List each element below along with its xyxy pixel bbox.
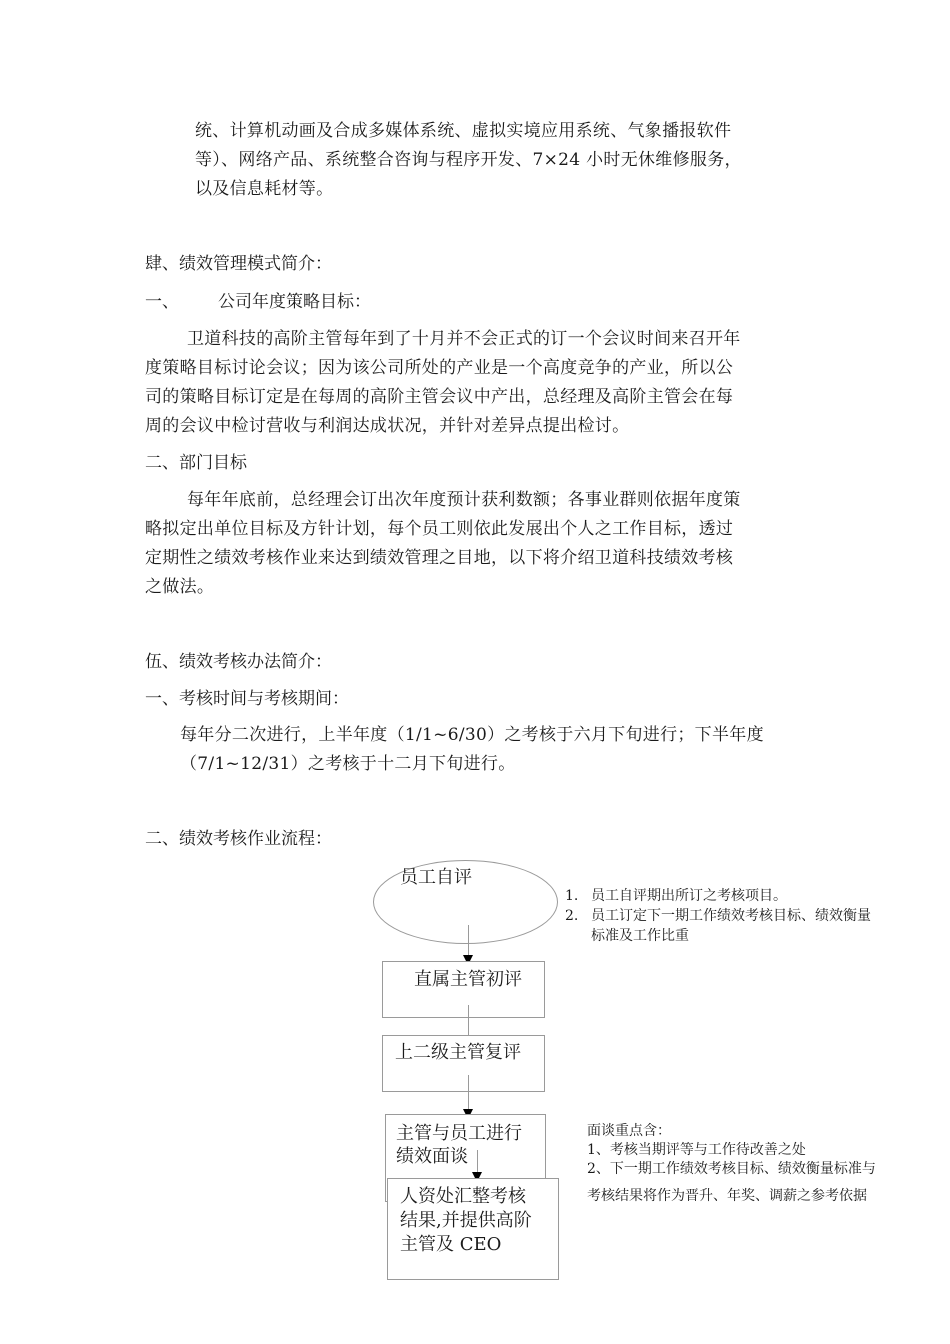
self-evaluation-note-2: [565, 906, 871, 926]
interview-notes-title: 面谈重点含：: [587, 1123, 671, 1139]
flow-step-self-evaluation-label: 员工自评: [400, 867, 472, 888]
intro-line-3: 以及信息耗材等。: [195, 179, 334, 199]
flow-step-hr-summary-label-3: 主管及 CEO: [400, 1234, 502, 1255]
section4-title: 肆、绩效管理模式简介：: [145, 254, 332, 274]
flow-step-hr-summary-label-1: 人资处汇整考核: [400, 1186, 526, 1207]
strategy-paragraph-line-4: 周的会议中检讨营收与利润达成状况，并针对差异点提出检讨。: [145, 416, 630, 436]
interview-notes-line-3: 考核结果将作为晋升、年奖、调薪之参考依据: [587, 1188, 867, 1204]
note-number: 1.: [565, 888, 579, 904]
interview-notes-line-2: 2、下一期工作绩效考核目标、绩效衡量标准与: [587, 1161, 876, 1177]
section4-sub2-title: 二、部门目标: [145, 453, 247, 473]
section5-sub2-title: 二、绩效考核作业流程：: [145, 829, 332, 849]
department-paragraph-line-4: 之做法。: [145, 577, 215, 597]
flow-step-second-level-review-label: 上二级主管复评: [395, 1042, 521, 1063]
self-evaluation-note-2-continued: 标准及工作比重: [591, 928, 689, 944]
intro-line-2: 等）、网络产品、系统整合咨询与程序开发、7×24 小时无休维修服务，: [195, 150, 742, 170]
intro-line-1: 统、计算机动画及合成多媒体系统、虚拟实境应用系统、气象播报软件: [195, 121, 732, 141]
flow-step-supervisor-initial-label: 直属主管初评: [414, 969, 522, 990]
department-paragraph-line-3: 定期性之绩效考核作业来达到绩效管理之目地，以下将介绍卫道科技绩效考核: [145, 548, 734, 568]
interview-notes-line-1: 1、考核当期评等与工作待改善之处: [587, 1142, 806, 1158]
note-text: 员工订定下一期工作绩效考核目标、绩效衡量: [591, 908, 871, 924]
section4-sub1-number: 一、: [145, 292, 179, 312]
schedule-line-1: 每年分二次进行，上半年度（1/1~6/30）之考核于六月下旬进行；下半年度: [180, 725, 764, 745]
self-evaluation-note-1: [565, 886, 787, 906]
flow-step-performance-interview-label-1: 主管与员工进行: [396, 1123, 522, 1144]
flow-step-performance-interview-label-2: 绩效面谈: [396, 1146, 468, 1167]
department-paragraph-line-2: 略拟定出单位目标及方针计划，每个员工则依此发展出个人之工作目标，透过: [145, 519, 734, 539]
flow-step-hr-summary-label-2: 结果,并提供高阶: [400, 1210, 532, 1231]
section4-sub1-title: 公司年度策略目标：: [218, 292, 371, 312]
section5-sub1-title: 一、考核时间与考核期间：: [145, 689, 349, 709]
strategy-paragraph-line-2: 度策略目标讨论会议；因为该公司所处的产业是一个高度竞争的产业，所以公: [145, 358, 734, 378]
note-number: 2.: [565, 908, 579, 924]
note-text: 员工自评期出所订之考核项目。: [591, 888, 787, 904]
schedule-line-2: （7/1~12/31）之考核于十二月下旬进行。: [180, 754, 516, 774]
strategy-paragraph-line-3: 司的策略目标订定是在每周的高阶主管会议中产出，总经理及高阶主管会在每: [145, 387, 734, 407]
strategy-paragraph-line-1: 卫道科技的高阶主管每年到了十月并不会正式的订一个会议时间来召开年: [187, 329, 741, 349]
department-paragraph-line-1: 每年年底前，总经理会订出次年度预计获利数额；各事业群则依据年度策: [187, 490, 741, 510]
section5-title: 伍、绩效考核办法简介：: [145, 652, 332, 672]
